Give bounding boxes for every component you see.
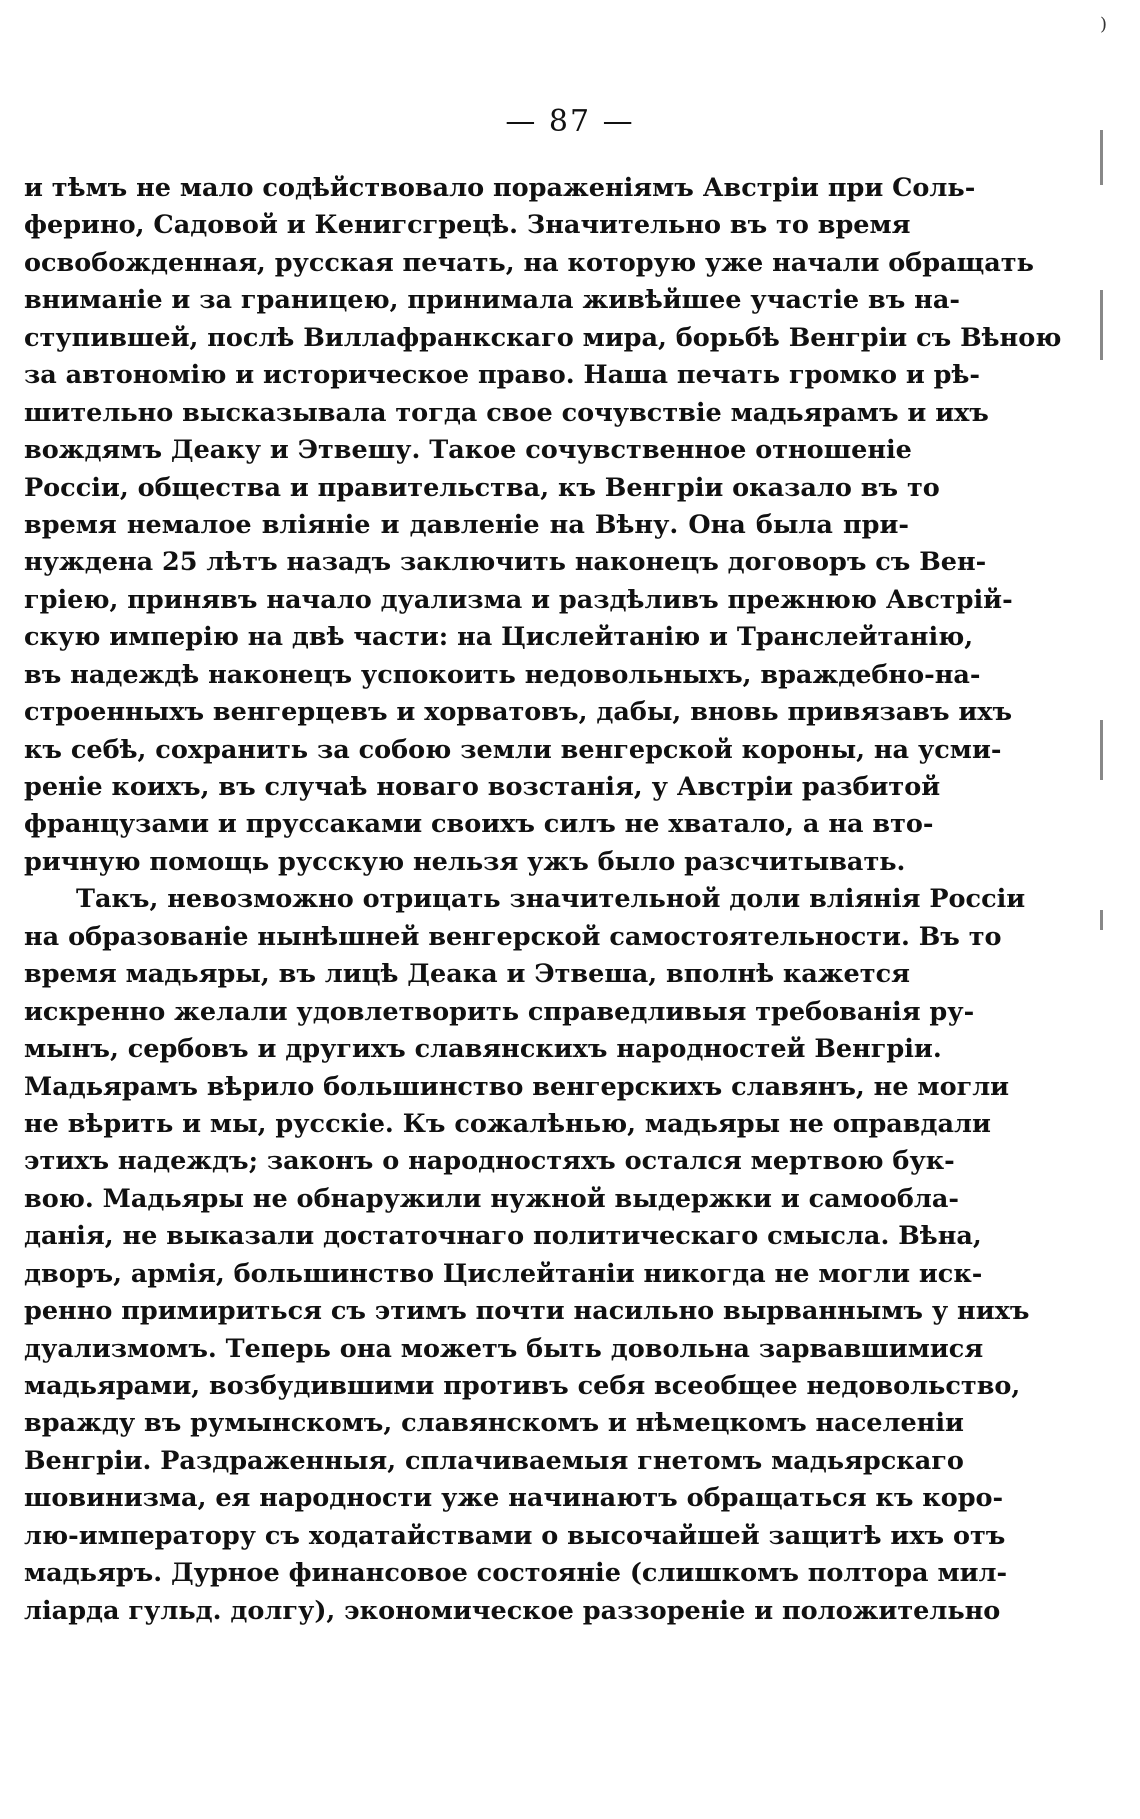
text-line: лю-императору съ ходатайствами о высочайшей защитѣ ихъ отъ (24, 1520, 1006, 1551)
text-line: искренно желали удовлетворить справедливыя требованія ру- (24, 996, 975, 1027)
text-line: строенныхъ венгерцевъ и хорватовъ, дабы, вновь привязавъ ихъ (24, 697, 1013, 728)
text-line: этихъ надеждъ; законъ о народностяхъ остался мертвою бук- (24, 1146, 955, 1177)
text-line: ступившей, послѣ Виллафранкскаго мира, борьбѣ Венгріи съ Вѣною (24, 322, 1062, 353)
text-line: освобожденная, русская печать, на которую уже начали обращать (24, 247, 1034, 278)
paragraph (24, 170, 1062, 881)
text-line: вою. Мадьяры не обнаружили нужной выдержки и самообла- (24, 1183, 959, 1214)
paragraph (24, 881, 1030, 1630)
text-line: Мадьярамъ вѣрило большинство венгерскихъ славянъ, не могли (24, 1071, 1010, 1102)
text-line: дуализмомъ. Теперь она можетъ быть довольна зарвавшимися (24, 1333, 984, 1364)
text-line: реніе коихъ, въ случаѣ новаго возстанія, у Австріи разбитой (24, 772, 941, 802)
text-line: Венгріи. Раздраженныя, сплачиваемыя гнетомъ мадьярскаго (24, 1445, 964, 1476)
text-line: дворъ, армія, большинство Цислейтаніи никогда не могли иск- (24, 1258, 983, 1289)
corner-mark: ) (1100, 14, 1108, 35)
page-number: — 87 — (505, 104, 635, 139)
text-line: вниманіе и за границею, принимала живѣйшее участіе въ на- (24, 285, 960, 316)
text-line: ренно примириться съ этимъ почти насильно вырваннымъ у нихъ (24, 1296, 1030, 1327)
text-line: вождямъ Деаку и Этвешу. Такое сочувственное отношеніе (24, 435, 912, 466)
text-line: Россіи, общества и правительства, къ Венгріи оказало въ то (24, 472, 940, 503)
text-line: нуждена 25 лѣтъ назадъ заключить наконецъ договоръ съ Вен- (24, 547, 987, 578)
text-line: не вѣрить и мы, русскіе. Къ сожалѣнью, мадьяры не оправдали (24, 1108, 991, 1139)
text-line: время мадьяры, въ лицѣ Деака и Этвеша, вполнѣ кажется (24, 959, 910, 990)
margin-scan-mark (1100, 910, 1103, 930)
text-line: на образованіе нынѣшней венгерской самостоятельности. Въ то (24, 921, 1002, 952)
text-line: въ надеждѣ наконецъ успокоить недовольныхъ, враждебно-на- (24, 659, 981, 690)
margin-scan-mark (1100, 290, 1103, 360)
text-line: французами и пруссаками своихъ силъ не хватало, а на вто- (24, 809, 934, 840)
text-line: шовинизма, ея народности уже начинаютъ обращаться къ коро- (24, 1483, 1004, 1514)
text-line: ричную помощь русскую нельзя ужъ было разсчитывать. (24, 846, 906, 877)
text-line: мадьярами, возбудившими противъ себя всеобщее недовольство, (24, 1371, 1021, 1401)
text-line: время немалое вліяніе и давленіе на Вѣну. Она была при- (24, 509, 909, 540)
text-line: Такъ, невозможно отрицать значительной доли вліянія Россіи (76, 884, 1026, 915)
text-line: вражду въ румынскомъ, славянскомъ и нѣмецкомъ населеніи (24, 1408, 964, 1439)
text-line: данія, не выказали достаточнаго политическаго смысла. Вѣна, (24, 1221, 982, 1252)
text-line: и тѣмъ не мало содѣйствовало пораженіямъ Австріи при Соль- (24, 173, 976, 203)
text-line: шительно высказывала тогда свое сочувствіе мадьярамъ и ихъ (24, 397, 989, 428)
margin-scan-mark (1100, 720, 1103, 780)
text-line: мадьяръ. Дурное финансовое состояніе (слишкомъ полтора мил- (24, 1558, 1008, 1589)
text-line: къ себѣ, сохранить за собою земли венгерской короны, на усми- (24, 734, 1002, 765)
text-line: скую имперію на двѣ части: на Цислейтанію и Транслейтанію, (24, 622, 974, 653)
text-line: мынъ, сербовъ и другихъ славянскихъ народностей Венгріи. (24, 1034, 942, 1065)
text-line: гріею, принявъ начало дуализма и раздѣливъ прежнюю Австрій- (24, 584, 1013, 615)
text-line: ферино, Садовой и Кенигсгрецѣ. Значительно въ то время (24, 210, 911, 241)
body-text (24, 170, 1062, 1630)
text-line: за автономію и историческое право. Наша печать громко и рѣ- (24, 360, 981, 391)
text-line: ліарда гульд. долгу), экономическое раззореніе и положительно (24, 1595, 1001, 1626)
